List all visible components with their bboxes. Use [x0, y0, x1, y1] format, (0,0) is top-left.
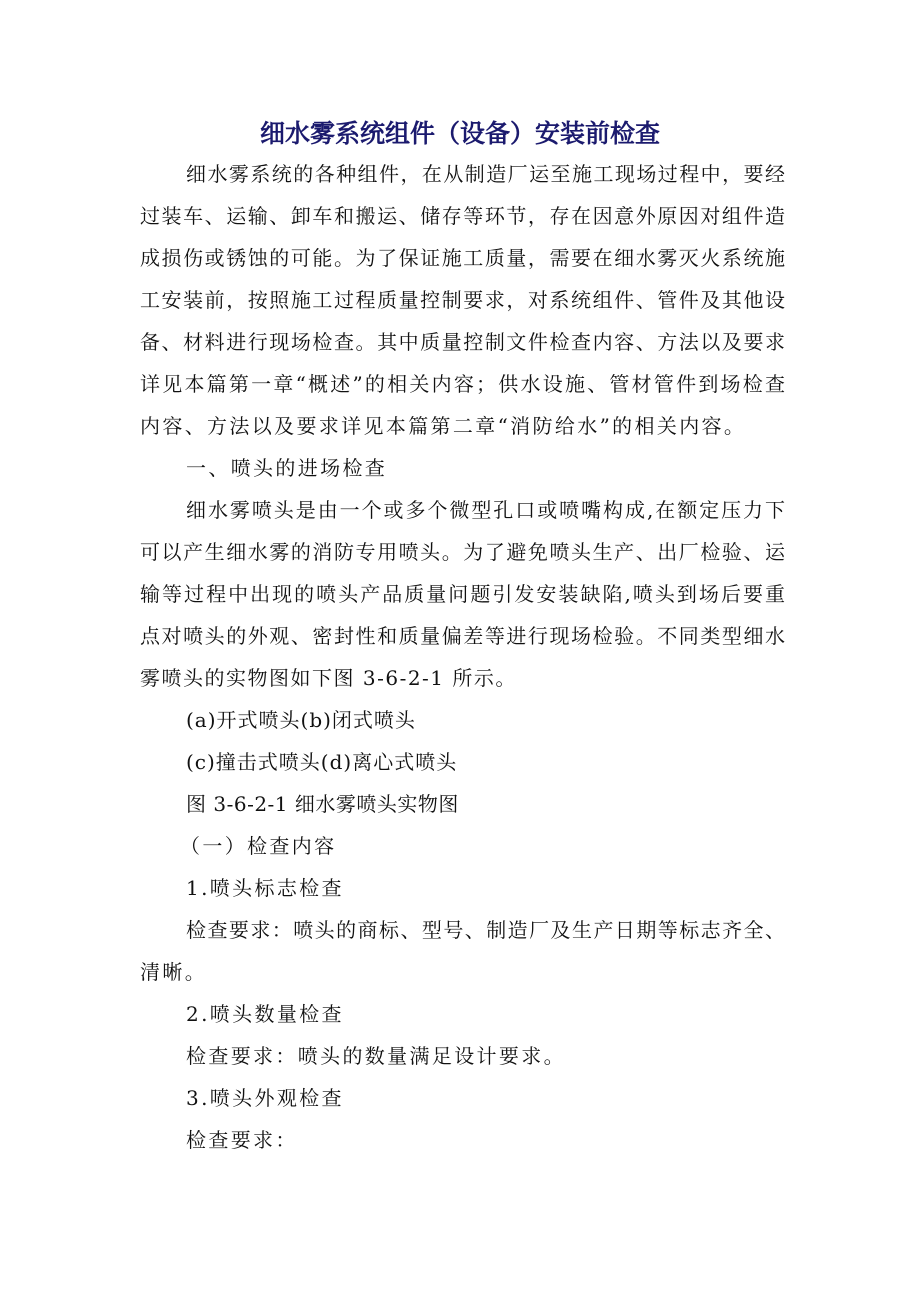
- item-heading: 2.喷头数量检查: [186, 1002, 344, 1026]
- paragraph-line: 成损伤或锈蚀的可能。为了保证施工质量，需要在细水雾灭火系统施: [140, 246, 785, 270]
- paragraph-line: 雾喷头的实物图如下图 3-6-2-1 所示。: [140, 666, 517, 690]
- paragraph-line: 点对喷头的外观、密封性和质量偏差等进行现场检验。不同类型细水: [140, 624, 785, 648]
- figure-caption-cd: (c)撞击式喷头(d)离心式喷头: [186, 750, 458, 774]
- paragraph-line: 过装车、运输、卸车和搬运、储存等环节，存在因意外原因对组件造: [140, 204, 785, 228]
- document-title: 细水雾系统组件（设备）安装前检查: [259, 119, 660, 148]
- subsection-heading: （一）检查内容: [180, 834, 337, 858]
- paragraph-line: 清晰。: [140, 960, 208, 984]
- paragraph-line: 检查要求：喷头的商标、型号、制造厂及生产日期等标志齐全、: [186, 918, 785, 942]
- paragraph-line: 检查要求：: [186, 1128, 298, 1152]
- paragraph-line: 细水雾喷头是由一个或多个微型孔口或喷嘴构成,在额定压力下: [186, 498, 785, 522]
- paragraph-line: 工安装前，按照施工过程质量控制要求，对系统组件、管件及其他设: [140, 288, 785, 312]
- section-heading: 一、喷头的进场检查: [186, 456, 388, 480]
- paragraph-line: 内容、方法以及要求详见本篇第二章“消防给水”的相关内容。: [140, 414, 747, 438]
- paragraph-line: 检查要求：喷头的数量满足设计要求。: [186, 1044, 566, 1068]
- paragraph-line: 备、材料进行现场检查。其中质量控制文件检查内容、方法以及要求: [140, 330, 785, 354]
- paragraph-line: 细水雾系统的各种组件，在从制造厂运至施工现场过程中，要经: [186, 162, 785, 186]
- figure-caption-ab: (a)开式喷头(b)闭式喷头: [186, 708, 416, 732]
- item-heading: 1.喷头标志检查: [186, 876, 344, 900]
- figure-title: 图 3-6-2-1 细水雾喷头实物图: [186, 792, 459, 816]
- paragraph-line: 输等过程中出现的喷头产品质量问题引发安装缺陷,喷头到场后要重: [140, 582, 785, 606]
- paragraph-line: 详见本篇第一章“概述”的相关内容；供水设施、管材管件到场检查: [140, 372, 785, 396]
- paragraph-line: 可以产生细水雾的消防专用喷头。为了避免喷头生产、出厂检验、运: [140, 540, 785, 564]
- item-heading: 3.喷头外观检查: [186, 1086, 344, 1110]
